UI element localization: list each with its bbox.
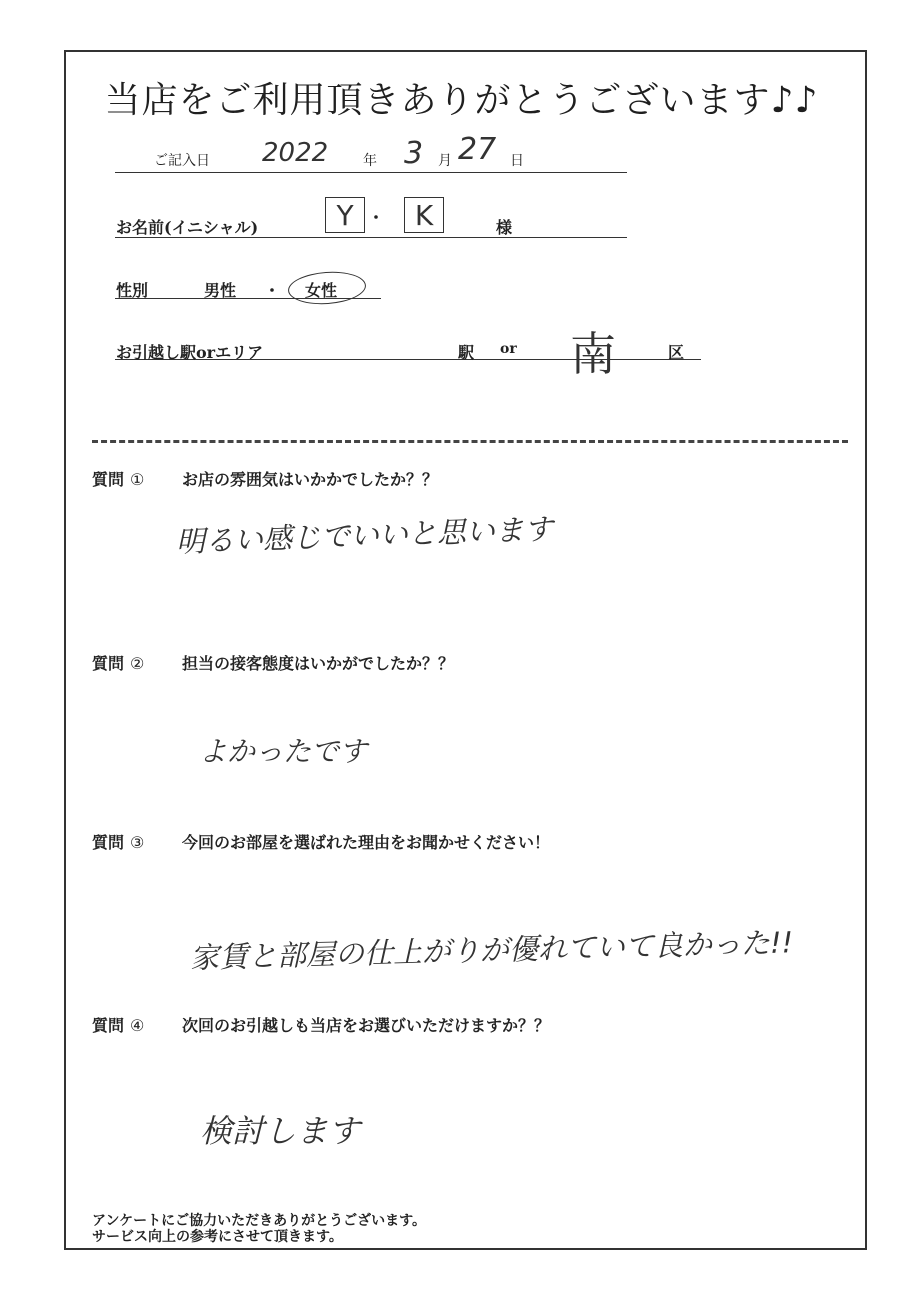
- footer-line-2: サービス向上の参考にさせて頂きます。: [92, 1229, 343, 1245]
- date-year-value: 2022: [262, 138, 329, 168]
- question-3-number: ③: [130, 833, 145, 852]
- gender-separator: ・: [264, 281, 281, 300]
- gender-male-option: 男性: [204, 281, 237, 300]
- initial-1-box: Y: [325, 197, 365, 233]
- question-3-text: 今回のお部屋を選ばれた理由をお聞かせください！: [182, 833, 551, 852]
- footer-line-1: アンケートにご協力いただきありがとうございます。: [92, 1213, 427, 1229]
- ward-value: 南: [570, 327, 616, 381]
- date-day-value: 27: [458, 132, 497, 167]
- name-label: お名前(イニシャル): [116, 218, 259, 237]
- question-1: [92, 467, 438, 490]
- question-1-number: ①: [130, 470, 145, 489]
- question-1-text: お店の雰囲気はいかかでしたか？？: [182, 470, 439, 489]
- date-month-value: 3: [404, 136, 424, 171]
- ward-unit-label: 区: [668, 343, 685, 362]
- question-2-number: ②: [130, 654, 145, 673]
- page-title: 当店をご利用頂きありがとうございます♪♪: [104, 80, 819, 121]
- question-3: [92, 830, 550, 853]
- answer-3: 家賃と部屋の仕上がりが優れていて良かった!!: [189, 925, 794, 975]
- gender-label: 性別: [116, 281, 149, 300]
- honorific-label: 様: [496, 218, 513, 237]
- station-unit-label: 駅: [458, 343, 475, 362]
- question-4: [92, 1013, 550, 1036]
- question-4-text: 次回のお引越しも当店をお選びいただけますか？？: [182, 1016, 551, 1035]
- answer-1: 明るい感じでいいと思います: [175, 511, 554, 559]
- date-underline: [115, 172, 627, 173]
- date-year-unit: 年: [363, 153, 377, 169]
- area-or-label: or: [500, 341, 517, 357]
- question-1-label: 質問: [92, 470, 125, 489]
- date-label: ご記入日: [154, 153, 210, 169]
- footer-note: [92, 1213, 426, 1245]
- answer-4: 検討します: [200, 1112, 361, 1150]
- question-2-text: 担当の接客態度はいかがでしたか？？: [182, 654, 455, 673]
- gender-female-option: 女性: [305, 281, 338, 300]
- area-label: お引越し駅orエリア: [116, 343, 264, 362]
- answer-2: よかったです: [199, 735, 368, 768]
- question-4-label: 質問: [92, 1016, 125, 1035]
- initial-2-box: K: [404, 197, 444, 233]
- question-3-label: 質問: [92, 833, 125, 852]
- initial-separator: ・: [368, 208, 385, 227]
- date-day-unit: 日: [510, 153, 524, 169]
- question-2: [92, 651, 454, 674]
- section-divider: [92, 440, 848, 443]
- question-4-number: ④: [130, 1016, 145, 1035]
- date-month-unit: 月: [438, 153, 452, 169]
- question-2-label: 質問: [92, 654, 125, 673]
